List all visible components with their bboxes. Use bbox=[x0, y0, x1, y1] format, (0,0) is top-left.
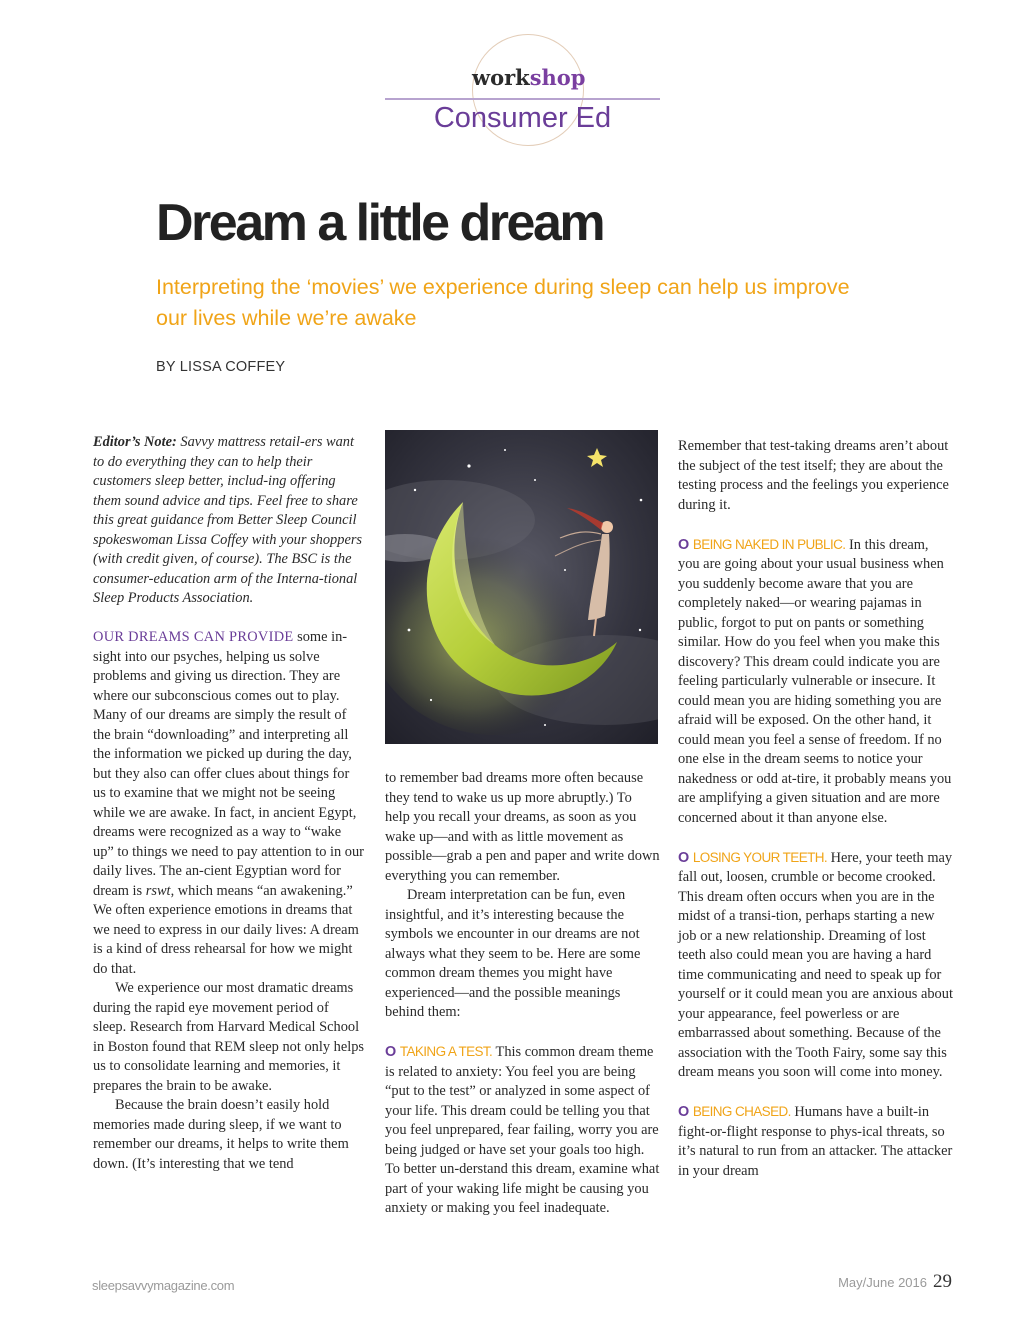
section-shop: shop bbox=[529, 65, 586, 90]
section-name: Consumer Ed bbox=[433, 102, 612, 134]
subhead-taking-a-test: TAKING A TEST. bbox=[399, 1044, 493, 1059]
footer-site: sleepsavvymagazine.com bbox=[92, 1278, 235, 1293]
dream-theme-naked: O BEING NAKED IN PUBLIC. In this dream, you are going about your usual business when you suddenly become aware that you are completely naked—or wearing pajamas in public, forgot to put on pants or something similar. How do you feel when you make this discovery? This dream could indicate you are feeling particularly vulnerable or insecure. It could mean you are hiding something you are afraid will be exposed. On the other hand, it could mean you feel a sense of freedom. If no one else in the dream seems to notice your nakedness or odd at-tire, it probably means you are amplifying a given situation and are more concerned about it than anyone else. bbox=[678, 536, 952, 826]
page-number: 29 bbox=[933, 1271, 952, 1292]
body-paragraph: We experience our most dramatic dreams during the rapid eye movement period of sleep. Research from Harvard Medical School in Boston found that REM sleep not only helps us to consolidate learning and memories, it prepares the brain to be awake. bbox=[93, 980, 365, 1094]
lead-in: OUR DREAMS CAN PROVIDE bbox=[93, 629, 294, 645]
body-paragraph: Dream interpretation can be fun, even insightful, and it’s interesting because the symbols we encounter in our dreams are not always what they seem to be. Here are some common dream themes you might have experienced—and the possible meanings behind them: bbox=[385, 887, 641, 1020]
editors-note-text: Savvy mattress retail-ers want to do everything they can to help their customers sleep better, includ-ing offering them sound advice and tips. Feel free to share this great guidance from Better Sleep Council spokeswoman Lissa Coffey with your shoppers (with credit given, of course). The BSC is the consumer-education arm of the Interna-tional Sleep Products Association. bbox=[93, 434, 363, 606]
section-label-workshop bbox=[472, 66, 584, 90]
section-divider bbox=[385, 98, 660, 100]
footer-issue bbox=[838, 1271, 952, 1293]
body-paragraph: to remember bad dreams more often because they tend to wake us up more abruptly.) To help you recall your dreams, as soon as you wake up—and with as little movement as possible—grab a pen and paper and write down everything you can remember. bbox=[385, 770, 660, 884]
body-paragraph: Remember that test-taking dreams aren’t about the subject of the test itself; they are about the testing process and the feelings you experience during it. bbox=[678, 438, 949, 513]
dream-theme-chased: O BEING CHASED. Humans have a built-in fight-or-flight response to phys-ical threats, so it’s natural to run from an attacker. The attacker in your dream bbox=[678, 1104, 953, 1179]
article-byline: BY LISSA COFFEY bbox=[156, 359, 286, 375]
editors-note bbox=[93, 433, 365, 609]
bullet-icon: O bbox=[385, 1044, 397, 1060]
dream-theme-teeth: O LOSING YOUR TEETH. Here, your teeth may fall out, loosen, crumble or become crooked. This dream often occurs when you are in the midst of a transi-tion, perhaps starting a new job or a new relationship. Dreaming of lost teeth also could mean you are having a hard time communicating and need to speak up for yourself or it could mean you are anxious about your appearance, feel powerless or are embarrassed about something. Because of the association with the Tooth Fairy, some say this dream means you soon will come into money. bbox=[678, 849, 953, 1080]
dream-theme-test: O TAKING A TEST. This common dream theme is related to anxiety: You feel you are being “put to the test” or analyzed in some aspect of your life. This dream could be telling you that you feel unprepared, fear failing, worry you are being judged or have set your goals too high. To better un-derstand this dream, examine what part of your waking life might be causing you anxiety or making you feel inadequate. bbox=[385, 1044, 660, 1216]
bullet-icon: O bbox=[678, 849, 690, 866]
article-title: Dream a little dream bbox=[156, 194, 604, 252]
subhead-losing-teeth: LOSING YOUR TEETH. bbox=[692, 849, 828, 865]
egyptian-word: rswt bbox=[145, 882, 171, 899]
section-work: work bbox=[472, 65, 530, 90]
body-paragraph: OUR DREAMS CAN PROVIDE some in-sight into our psyches, helping us solve problems and giving us direction. They are where our subconscious comes out to play. Many of our dreams are simply the result of the brain “downloading” and interpreting all the information we picked up during the day, but they also can offer clues about things for us to examine that we might not be seeing while we are awake. In fact, in ancient Egypt, dreams were recognized as a way to “wake up” to things we need to pay attention to in our daily lives. The an-cient Egyptian word for dream is rswt, which means “an awakening.” We often experience emotions in dreams that we need to express in our daily lives: A dream is a kind of dress rehearsal for how we might do that. bbox=[93, 629, 364, 977]
bullet-icon: O bbox=[678, 1104, 690, 1120]
moon-girl-illustration bbox=[385, 430, 658, 744]
column-1 bbox=[93, 433, 365, 1174]
article-deck: Interpreting the ‘movies’ we experience during sleep can help us improve our lives while we’re awake bbox=[156, 275, 850, 330]
body-paragraph: Because the brain doesn’t easily hold memories made during sleep, if we want to remember our dreams, it helps to write them down. (It’s interesting that we tend bbox=[93, 1097, 349, 1172]
editors-note-label: Editor’s Note: bbox=[93, 434, 177, 450]
subhead-being-chased: BEING CHASED. bbox=[692, 1104, 791, 1119]
subhead-being-naked: BEING NAKED IN PUBLIC. bbox=[692, 536, 846, 552]
bullet-icon: O bbox=[678, 536, 690, 553]
column-3 bbox=[678, 437, 953, 1181]
footer-issue-date: May/June 2016 bbox=[838, 1275, 927, 1290]
column-2 bbox=[385, 769, 660, 1219]
